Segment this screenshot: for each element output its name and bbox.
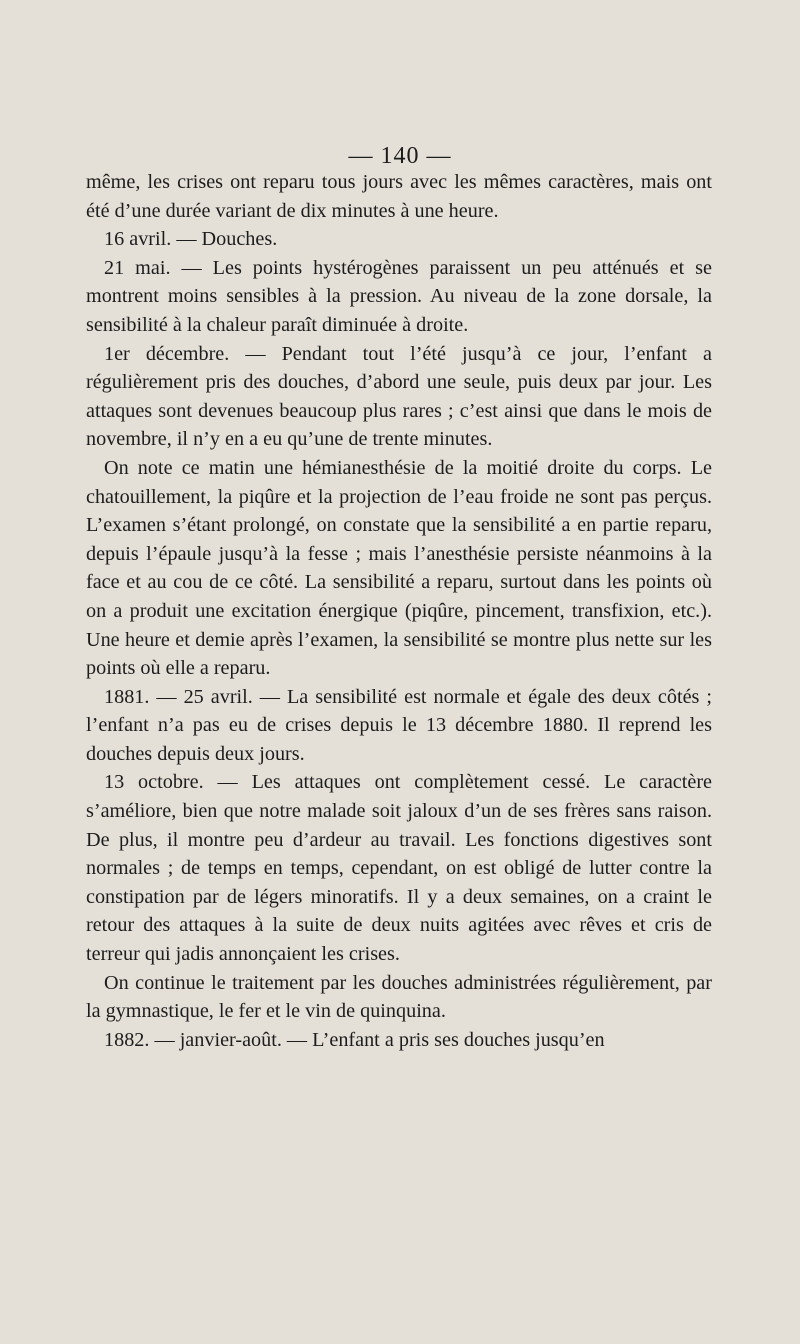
page-number: — 140 — xyxy=(348,143,452,169)
paragraph-continuation: même, les crises ont reparu tous jours avec les mêmes caractères, mais ont été d’une durée variant de dix minutes à une heure. xyxy=(86,171,712,222)
paragraph-1er-decembre: 1er décembre. — Pendant tout l’été jusqu’à ce jour, l’enfant a régulièrement pris des douches, d’abord une seule, puis deux par jour. Les attaques sont devenues beaucoup plus rares ; c’est ainsi que dans le mois de novembre, il n’y en a eu qu’une de trente minutes. xyxy=(86,342,712,451)
paragraph-traitement: On continue le traitement par les douches administrées régulièrement, par la gymnastique, le fer et le vin de quinquina. xyxy=(86,971,712,1023)
paragraph-16-avril: 16 avril. — Douches. xyxy=(104,228,278,251)
paragraph-1881-25-avril: 1881. — 25 avril. — La sensibilité est normale et égale des deux côtés ; l’enfant n’a pas eu de crises depuis le 13 décembre 1880. Il reprend les douches depuis deux jours. xyxy=(86,685,712,765)
body-text xyxy=(86,168,712,1054)
paragraph-hemianesthesie: On note ce matin une hémianesthésie de la moitié droite du corps. Le chatouillement, la piqûre et la projection de l’eau froide ne sont pas perçus. L’examen s’étant prolongé, on constate que la sensibilité a en partie reparu, depuis l’épaule jusqu’à la fesse ; mais l’anesthésie persiste néanmoins à la face et au cou de ce côté. La sensibilité a reparu, surtout dans les points où on a produit une excitation énergique (piqûre, pincement, transfixion, etc.). Une heure et demie après l’examen, la sensibilité se montre plus nette sur les points où elle a reparu. xyxy=(86,456,712,680)
paragraph-1882: 1882. — janvier-août. — L’enfant a pris ses douches jusqu’en xyxy=(104,1028,605,1051)
paragraph-21-mai: 21 mai. — Les points hystérogènes paraissent un peu atténués et se montrent moins sensibles à la pression. Au niveau de la zone dorsale, la sensibilité à la chaleur paraît diminuée à droite. xyxy=(86,256,712,336)
paragraph-13-octobre: 13 octobre. — Les attaques ont complètement cessé. Le caractère s’améliore, bien que notre malade soit jaloux d’un de ses frères sans raison. De plus, il montre peu d’ardeur au travail. Les fonctions digestives sont normales ; de temps en temps, cependant, on est obligé de lutter contre la constipation par de légers minoratifs. Il y a deux semaines, on a craint le retour des attaques à la suite de deux nuits agitées avec rêves et cris de terreur qui jadis annonçaient les crises. xyxy=(86,771,712,966)
